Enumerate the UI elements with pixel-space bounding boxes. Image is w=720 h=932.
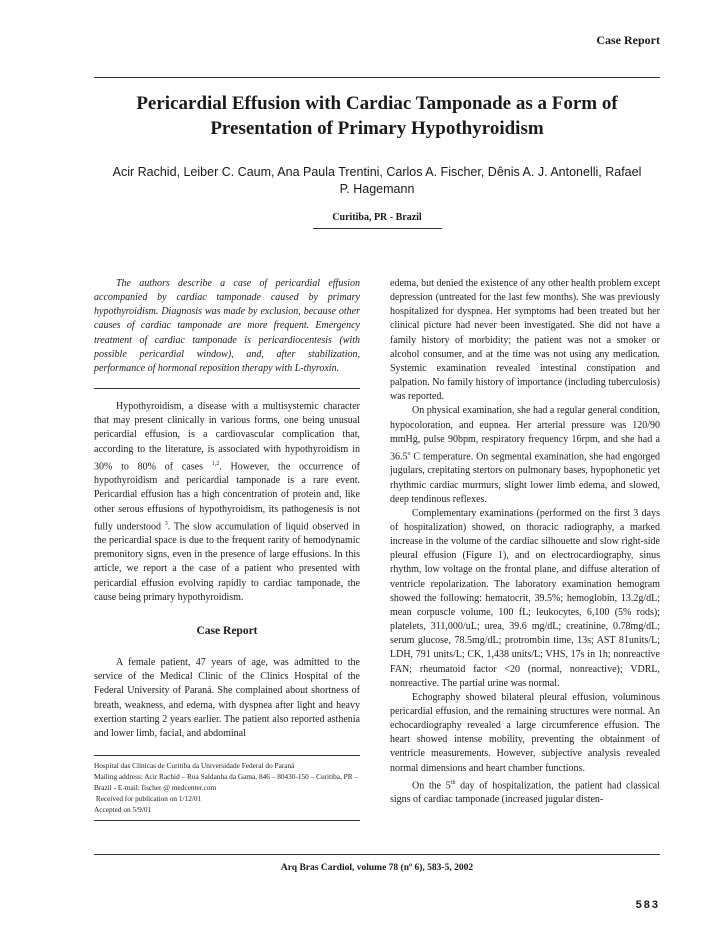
section-label: Case Report: [596, 33, 660, 47]
history-paragraph: edema, but denied the existence of any other health problem except depression (untreated for the last few months). She was previously hospitalized for dyspnea. Her symptoms had been treated but her clinical picture had never been investigated. She did not have a family history of morbidity; the patient was not a smoker or alcohol consumer, and at the time was not using any medication. Systemic examination revealed intestinal constipation and palpation. No family history of importance (including tuberculosis) was reported.: [390, 278, 660, 403]
intro-text-a: Hypothyroidism, a disease with a multisystemic character that may present clinically in various forms, one being unusual pericardial effusion, is a cardiovascular complication that, according to the literature, is associated with hypothyroidism in 30% to 80% of cases: [94, 401, 360, 473]
abstract: The authors describe a case of pericardial effusion accompanied by cardiac tamponade caused by primary hypothyroidism. Diagnosis was made by exclusion, because other causes of cardiac tamponade are more frequent. Emergency treatment of cardiac tamponade is pericardiocentesis (with possible pericardial window), and, after stabilization, performance of hormonal reposition therapy with L-thyroxin.: [94, 278, 360, 374]
tamponade-paragraph: [390, 776, 660, 808]
footnote-rule-top: [94, 755, 360, 756]
footer-rule: [94, 854, 660, 855]
echo-paragraph: Echography showed bilateral pleural effusion, voluminous pericardial effusion, and the remaining structures were normal. An echocardiography revealed a large circumference effusion. The heart showed intense mobility, preventing the obtainment of ventricle measurements. However, subjective analysis revealed normal dimensions and heart chamber functions.: [390, 691, 660, 774]
left-column: [94, 277, 360, 741]
footnote-accepted: Accepted on 5/9/01: [94, 805, 152, 814]
citation-ref: 3: [164, 520, 168, 527]
lab-paragraph: Complementary examinations (performed on the first 3 days of hospitalization) showed, on thoracic radiography, a marked increase in the volume of the cardiac silhouette and slow right-side pleural effusion (Figure 1), and on electrocardiography, sinus rhythm, low voltage on the frontal plane, and diffuse alteration of ventricle repolarization. The laboratory examination hemogram showed the following: hematocrit, 39.5%; hemoglobin, 13.2g/dL; mean corpuscle volume, 100 fL; leukocytes, 6,100 (5% rods); platelets, 311,000/uL; urea, 39.6 mg/dL; creatinine, 0.78mg/dL; serum glucose, 78.5mg/dL; protrombin time, 13s; AST 81units/L; LDH, 791 units/L; CK, 1,438 units/L; VHS, 17s in 1h; nonreactive FAN; rheumatoid factor <20 (normal, nonreactive); VDRL, nonreactive. The partial urine was normal.: [390, 507, 660, 689]
affiliation: Curitiba, PR - Brazil: [332, 212, 422, 223]
case-report-heading: Case Report: [196, 624, 258, 637]
header-rule: [94, 77, 660, 78]
exam-text-a: On physical examination, she had a regular general condition, hypocoloration, and eupnea. Her arterial pressure was 120/90 mmHg, pulse 90bpm, respiratory frequency 16rpm, and she had a 36.5: [390, 405, 660, 463]
right-column: [390, 277, 660, 807]
tamponade-text-b: day of hospitalization, the patient had classical signs of cardiac tamponade (increased jugular disten-: [390, 780, 660, 806]
tamponade-text-a: On the 5: [412, 780, 451, 792]
abstract-rule: [94, 388, 360, 389]
footnotes: [94, 760, 360, 815]
author-list: Acir Rachid, Leiber C. Caum, Ana Paula Trentini, Carlos A. Fischer, Dênis A. J. Antonelli, Rafael P. Hagemann: [112, 165, 642, 196]
page-number: 583: [635, 899, 660, 911]
journal-citation: Arq Bras Cardiol, volume 78 (nº 6), 583-5, 2002: [280, 863, 474, 873]
article-title: Pericardial Effusion with Cardiac Tamponade as a Form of Presentation of Primary Hypothyroidism: [136, 93, 618, 139]
intro-text-b: . However, the occurrence of hypothyroidism and pericardial tamponade is a rare event. Pericardial effusion has a high concentration of protein and, like other serous effusions of hypothyroidism, its pathogenesis is not fully understood: [94, 461, 360, 532]
exam-text-b: C temperature. On segmental examination, she had engorged jugulars, crepitating stertors on pulmonary bases, hypophonetic yet rhythmic cardiac murmurs, slight lower limb edema, and slowed, deep tendinous reflexes.: [390, 451, 660, 505]
degree-mark: o: [407, 450, 411, 457]
exam-paragraph: [390, 404, 660, 506]
footnote-rule-bottom: [94, 820, 360, 821]
intro-paragraph: [94, 400, 360, 605]
intro-text-c: . The slow accumulation of liquid observed in the pericardial space is due to the frequent rarity of hemodynamic premonitory signs, even in the presence of large effusions. In this article, we report a the case of a patient who presented with pericardial effusion evolving rapidly to cardiac tamponade, the cause being primary hypothyroidism.: [94, 521, 361, 603]
footnote-institution: Hospital das Clínicas de Curitiba da Universidade Federal do Paraná: [94, 761, 295, 770]
case-paragraph: A female patient, 47 years of age, was admitted to the service of the Medical Clinic of the Clinics Hospital of the Federal University of Paraná. She complained about shortness of breath, weakness, and edema, with dyspnea after light and heavy exertion starting 2 years earlier. The patient also reported asthenia and lower limb, facial, and abdominal: [94, 657, 360, 739]
footnote-mailing-address: Mailing address: Acir Rachid – Rua Saldanha da Gama, 846 – 80430-150 – Curitiba, PR – Brazil - E-mail: fischer @ medcenter.com: [94, 772, 359, 792]
ordinal-mark: th: [450, 779, 456, 786]
citation-ref: 1,2: [211, 460, 220, 467]
affiliation-rule: [313, 228, 442, 229]
footnote-received: Received for publication on 1/12/01: [94, 794, 202, 803]
